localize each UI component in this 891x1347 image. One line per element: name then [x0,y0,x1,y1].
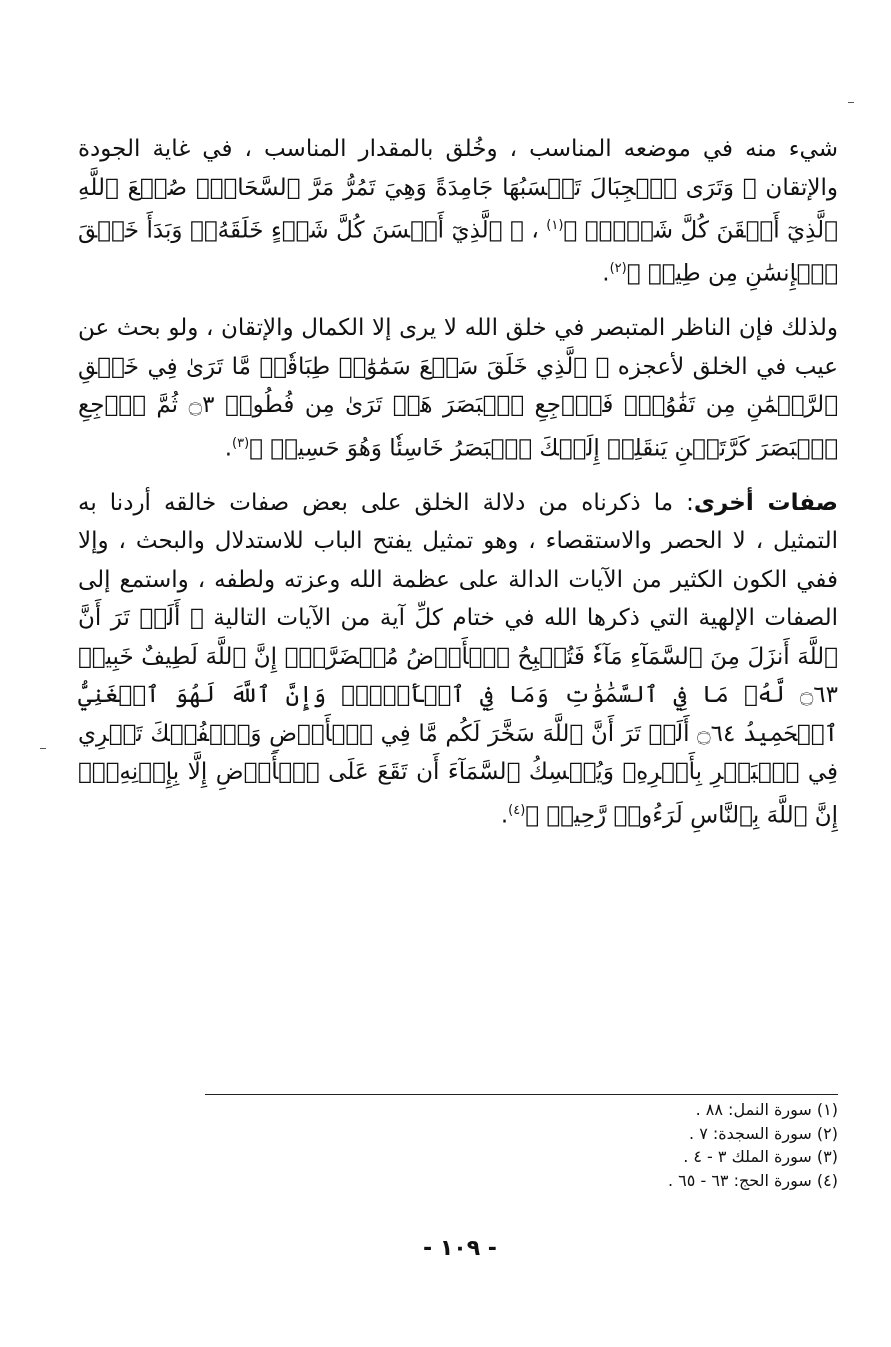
body-text-span: . [500,802,509,829]
footnote: (٢) سورة السجدة: ٧ . [689,1123,838,1143]
quran-verse: ﴿ أَلَمۡ تَرَ أَنَّ ٱللَّهَ أَنزَلَ مِنَ ٱلسَّمَآءِ مَآءٗ فَتُصۡبِحُ ٱلۡأَرۡضُ مُخۡضَرَّةًۚ إِنَّ ٱللَّهَ لَطِيفٌ خَبِيرٞ ۝٦٣ لَّهُۥ مَا فِي ٱلسَّمَٰوَٰتِ وَمَا فِي ٱلۡأَرۡضِۗ وَإِنَّ ٱللَّهَ لَهُوَ ٱلۡغَنِيُّ ٱلۡحَمِيدُ ۝٦٤ أَلَمۡ تَرَ أَنَّ ٱللَّهَ سَخَّرَ لَكُم مَّا فِي ٱلۡأَرۡضِ وَٱلۡفُلۡكَ تَجۡرِي فِي ٱلۡبَحۡرِ بِأَمۡرِهِۦ وَيُمۡسِكُ ٱلسَّمَآءَ أَن تَقَعَ عَلَى ٱلۡأَرۡضِ إِلَّا بِإِذۡنِهِۦٓۚ إِنَّ ٱللَّهَ بِٱلنَّاسِ لَرَءُوفٞ رَّحِيمٞ ﴾ [78,605,838,829]
quran-verse: ﴿ وَتَرَى ٱلۡجِبَالَ تَحۡسَبُهَا جَامِدَةً وَهِيَ تَمُرُّ مَرَّ ٱلسَّحَابِۚ صُنۡعَ ٱللَّهِ ٱلَّذِيٓ أَتۡقَنَ كُلَّ شَيۡءٍۚ ﴾ [78,174,838,244]
footnote: (١) سورة النمل: ٨٨ . [695,1100,838,1119]
footnote-separator [205,1094,838,1095]
body-text-span: شيء منه في موضعه المناسب ، وخُلق بالمقدار المناسب ، في غاية الجودة والإتقان [78,136,838,201]
body-text-span: ، [523,217,547,244]
footnote: (٣) سورة الملك ٣ - ٤ . [683,1147,838,1166]
body-text-span: . [224,435,233,462]
footnote-reference: (٢) [609,261,627,277]
page-number: - ١٠٩ - [423,1236,497,1261]
footnote-reference: (١) [546,218,564,233]
quran-verse: ﴿ ٱلَّذِي خَلَقَ سَبۡعَ سَمَٰوَٰتٖ طِبَاقٗاۖ مَّا تَرَىٰ فِي خَلۡقِ ٱلرَّحۡمَٰنِ مِن تَفَٰوُتٖۖ فَٱرۡجِعِ ٱلۡبَصَرَ هَلۡ تَرَىٰ مِن فُطُورٖ ۝٣ ثُمَّ ٱرۡجِعِ ٱلۡبَصَرَ كَرَّتَيۡنِ يَنقَلِبۡ إِلَيۡكَ ٱلۡبَصَرُ خَاسِئٗا وَهُوَ حَسِيرٞ ﴾ [78,353,838,462]
footnote-reference: (٤) [508,802,526,818]
body-text-span: ولذلك فإن الناظر المتبصر في خلق الله لا يرى إلا الكمال والإتقان ، ولو بحث عن عيب في الخلق لأعجزه [78,315,838,380]
body-text-span: . [602,260,610,287]
paragraph [78,484,838,835]
margin-mark [848,102,854,103]
footnote: (٤) سورة الحج: ٦٣ - ٦٥ . [668,1170,838,1190]
main-text [78,130,838,851]
paragraph [78,309,838,468]
margin-mark [40,748,46,749]
footnotes [420,1098,838,1192]
quran-verse: ﴿ ٱلَّذِيٓ أَحۡسَنَ كُلَّ شَيۡءٍ خَلَقَهُۥۖ وَبَدَأَ خَلۡقَ ٱلۡإِنسَٰنِ مِن طِينٖ ﴾ [78,217,838,287]
paragraph [78,130,838,293]
body-text-span: : ما ذكرناه من دلالة الخلق على بعض صفات خالقه أردنا به التمثيل ، لا الحصر والاستقصاء ، وهو تمثيل يفتح الباب للاستدلال والبحث ، وإلا ففي الكون الكثير من الآيات الدالة على عظمة الله وعزته ولطفه ، واستمع إلى الصفات الإلهية التي ذكرها الله في ختام كلِّ آية من الآيات التالية [78,489,838,632]
section-heading: صفات أخرى [693,489,839,516]
footnote-reference: (٣) [232,435,250,451]
